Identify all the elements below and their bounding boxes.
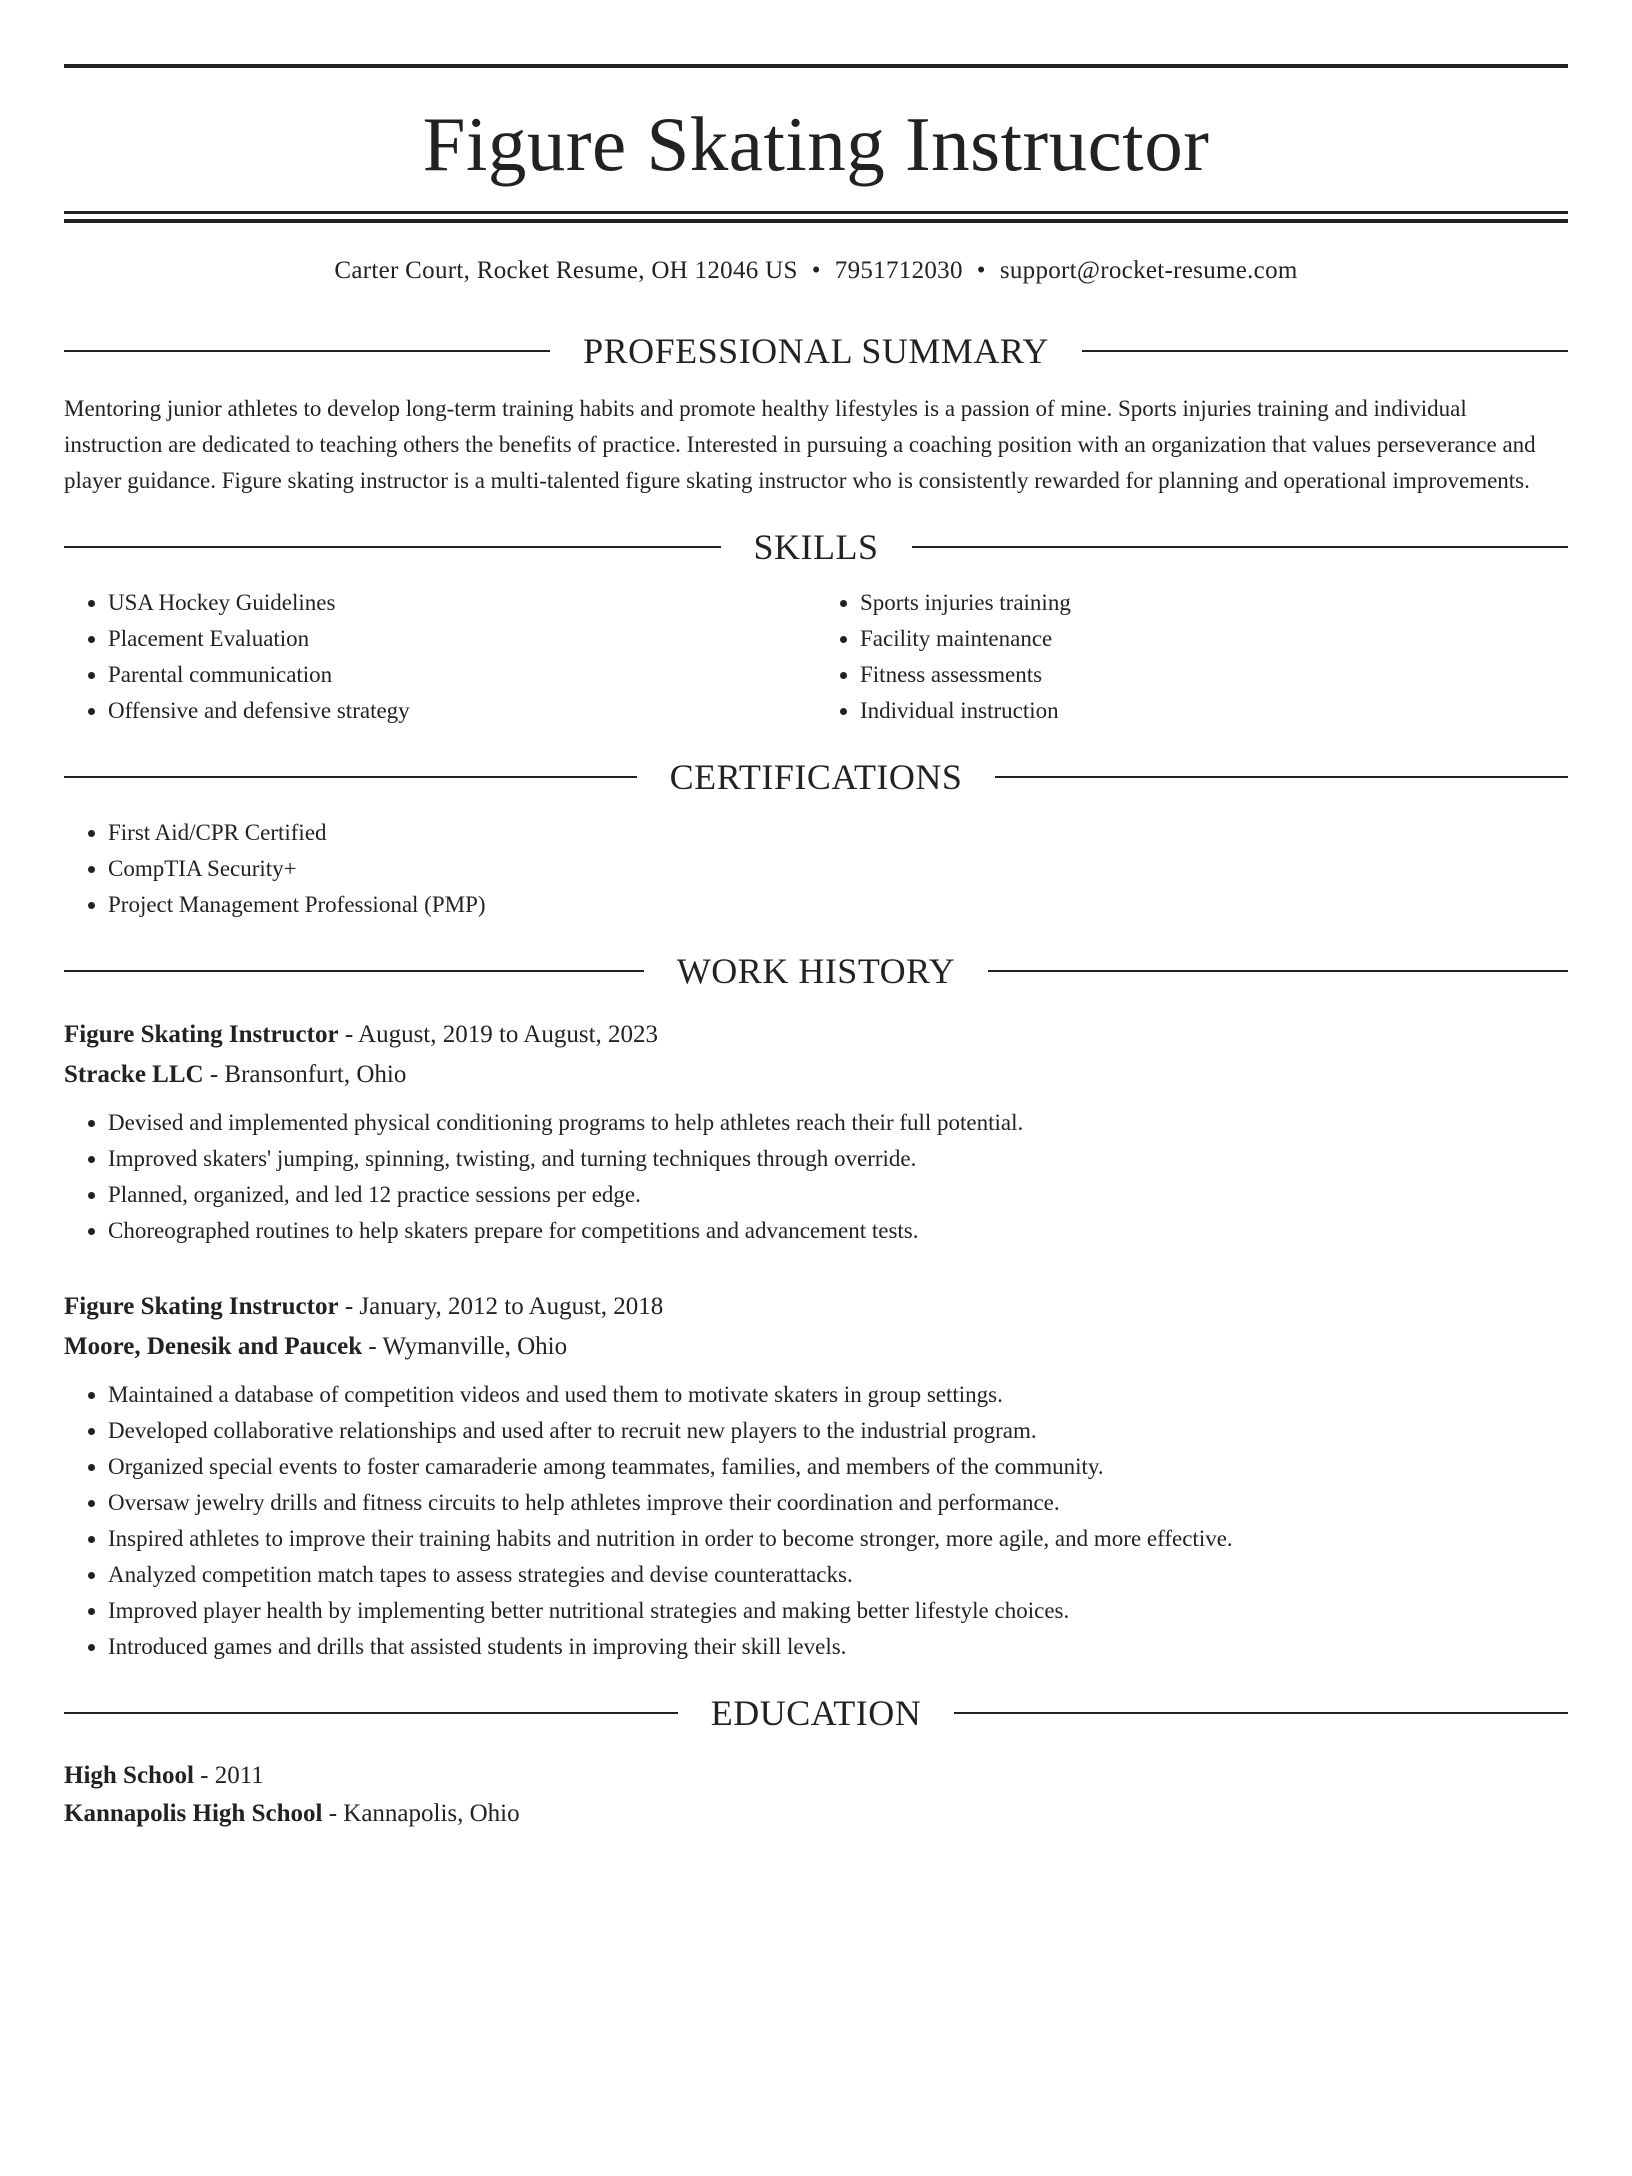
section-header-summary [64, 333, 1568, 369]
job-title: Figure Skating Instructor [64, 1021, 339, 1048]
section-title-work: WORK HISTORY [676, 951, 956, 991]
contact-line [64, 257, 1568, 285]
skill-item: • USA Hockey Guidelines [108, 585, 816, 621]
section-header-certifications [64, 759, 1568, 795]
resume-title: Figure Skating Instructor [422, 101, 1210, 187]
certifications-list [64, 815, 1568, 923]
job-bullet: • Devised and implemented physical conditioning programs to help athletes reach their full potential. [108, 1105, 1568, 1141]
education-degree-line [64, 1757, 1568, 1795]
job-bullet: • Inspired athletes to improve their training habits and nutrition in order to become stronger, more agile, and more effective. [108, 1521, 1568, 1557]
section-rule-right [995, 776, 1568, 778]
certification-item: • Project Management Professional (PMP) [108, 887, 1568, 923]
section-rule-left [64, 350, 550, 352]
job-bullet: • Analyzed competition match tapes to assess strategies and devise counterattacks. [108, 1557, 1568, 1593]
section-title-summary: PROFESSIONAL SUMMARY [583, 331, 1049, 371]
job-title-line [64, 1287, 1568, 1327]
section-rule-right [954, 1712, 1568, 1714]
skill-item: • Individual instruction [860, 693, 1568, 729]
job-bullet: • Improved skaters' jumping, spinning, twisting, and turning techniques through override. [108, 1141, 1568, 1177]
job-company-line [64, 1055, 1568, 1095]
job-bullet: • Oversaw jewelry drills and fitness circuits to help athletes improve their coordination and performance. [108, 1485, 1568, 1521]
education-location: - Kannapolis, Ohio [328, 1800, 520, 1827]
job-entry [64, 1287, 1568, 1665]
certification-item: • First Aid/CPR Certified [108, 815, 1568, 851]
job-company-line [64, 1327, 1568, 1367]
section-rule-left [64, 1712, 678, 1714]
section-title-certifications: CERTIFICATIONS [669, 757, 963, 797]
job-title-line [64, 1015, 1568, 1055]
section-title-education: EDUCATION [710, 1693, 922, 1733]
certification-item: • CompTIA Security+ [108, 851, 1568, 887]
section-rule-right [988, 970, 1568, 972]
job-bullet: • Choreographed routines to help skaters prepare for competitions and advancement tests. [108, 1213, 1568, 1249]
title-double-rule [64, 211, 1568, 223]
skill-item: • Sports injuries training [860, 585, 1568, 621]
section-title-skills: SKILLS [753, 527, 879, 567]
resume-page [0, 64, 1632, 2176]
skill-item: • Facility maintenance [860, 621, 1568, 657]
job-company: Stracke LLC [64, 1061, 204, 1088]
section-rule-left [64, 546, 721, 548]
job-company: Moore, Denesik and Paucek [64, 1333, 363, 1360]
skills-column-right [816, 585, 1568, 729]
job-location: - Bransonfurt, Ohio [209, 1061, 407, 1088]
contact-separator: • [811, 257, 821, 284]
skill-item: • Fitness assessments [860, 657, 1568, 693]
job-entry [64, 1015, 1568, 1249]
education-degree: High School [64, 1762, 194, 1789]
contact-email: support@rocket-resume.com [999, 257, 1298, 284]
top-rule [64, 64, 1568, 68]
skills-column-left [64, 585, 816, 729]
contact-phone: 7951712030 [834, 257, 963, 284]
section-header-work [64, 953, 1568, 989]
skill-item: • Placement Evaluation [108, 621, 816, 657]
job-bullets [64, 1105, 1568, 1249]
job-location: - Wymanville, Ohio [368, 1333, 568, 1360]
section-rule-right [1082, 350, 1568, 352]
job-bullets [64, 1377, 1568, 1665]
job-dates: - January, 2012 to August, 2018 [344, 1293, 664, 1320]
job-bullet: • Introduced games and drills that assisted students in improving their skill levels. [108, 1629, 1568, 1665]
job-dates: - August, 2019 to August, 2023 [344, 1021, 659, 1048]
education-school-line [64, 1795, 1568, 1833]
contact-separator: • [976, 257, 986, 284]
section-header-education [64, 1695, 1568, 1731]
contact-address: Carter Court, Rocket Resume, OH 12046 US [334, 257, 798, 284]
education-school: Kannapolis High School [64, 1800, 323, 1827]
skills-list [64, 585, 1568, 729]
section-header-skills [64, 529, 1568, 565]
section-rule-left [64, 970, 644, 972]
job-bullet: • Improved player health by implementing better nutritional strategies and making better lifestyle choices. [108, 1593, 1568, 1629]
job-title: Figure Skating Instructor [64, 1293, 339, 1320]
section-rule-left [64, 776, 637, 778]
education-year: - 2011 [200, 1762, 264, 1789]
summary-paragraph: Mentoring junior athletes to develop long-term training habits and promote healthy lifestyles is a passion of mine. Sports injuries training and individual instruction are dedicated to teaching others the benefits of practice. Interested in pursuing a coaching position with an organization that values perseverance and player guidance. Figure skating instructor is a multi-talented figure skating instructor who is consistently rewarded for planning and operational improvements. [64, 396, 1536, 493]
skill-item: • Parental communication [108, 657, 816, 693]
education-entry [64, 1757, 1568, 1833]
job-bullet: • Organized special events to foster camaraderie among teammates, families, and members of the community. [108, 1449, 1568, 1485]
job-bullet: • Planned, organized, and led 12 practice sessions per edge. [108, 1177, 1568, 1213]
job-bullet: • Developed collaborative relationships and used after to recruit new players to the industrial program. [108, 1413, 1568, 1449]
section-rule-right [912, 546, 1569, 548]
skill-item: • Offensive and defensive strategy [108, 693, 816, 729]
job-bullet: • Maintained a database of competition videos and used them to motivate skaters in group settings. [108, 1377, 1568, 1413]
